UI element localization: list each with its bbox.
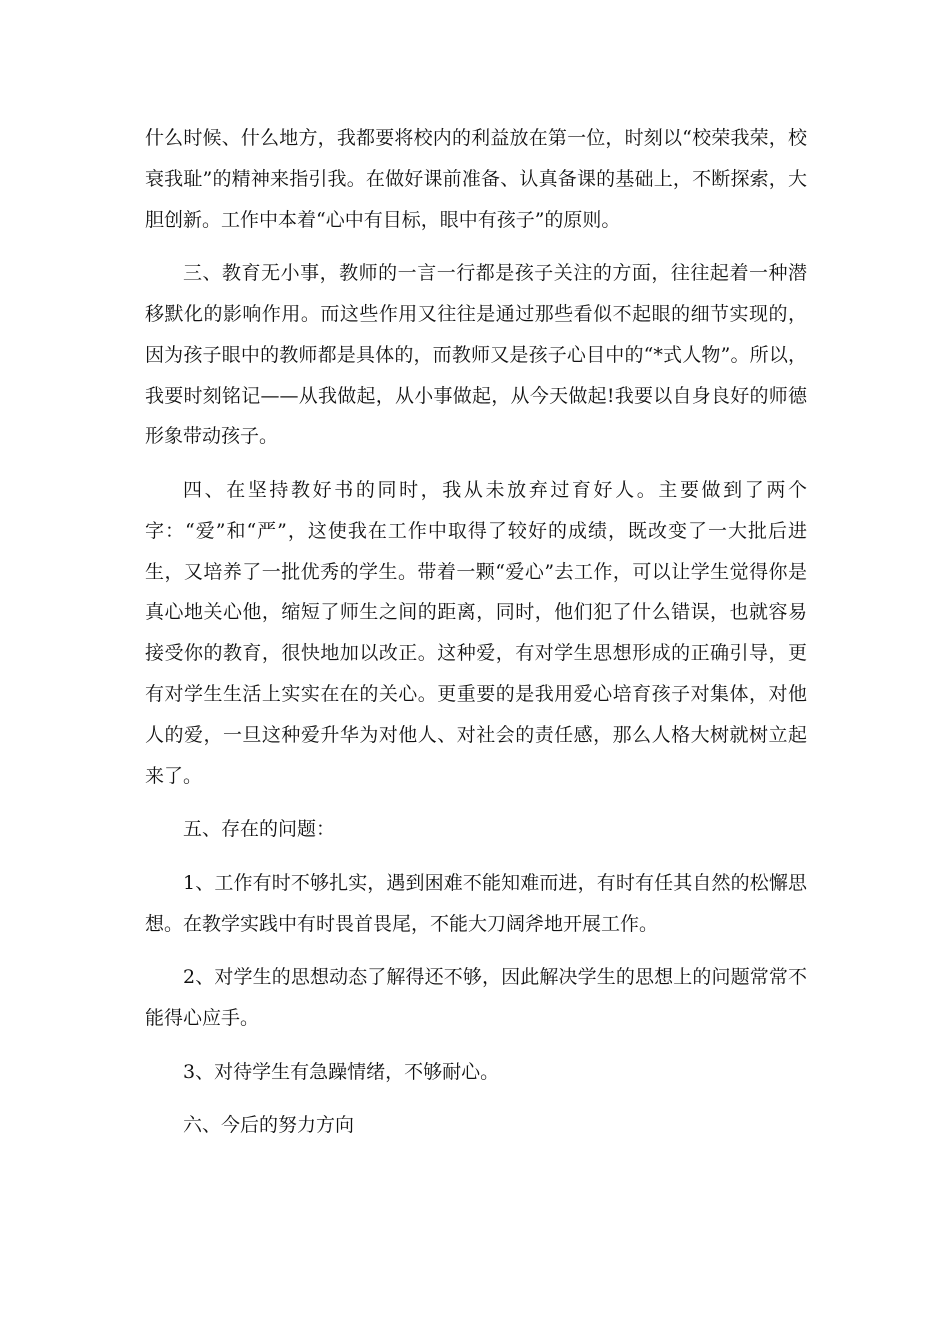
heading-section-six: 六、今后的努力方向 — [183, 1114, 355, 1137]
paragraph-problem-1: 1、工作有时不够扎实，遇到困难不能知难而进，有时有任其自然的松懈思想。在教学实践中有时畏首畏尾，不能大刀阔斧地开展工作。 — [145, 871, 807, 935]
heading-section-five: 五、存在的问题： — [183, 818, 336, 841]
paragraph-section-three: 三、教育无小事，教师的一言一行都是孩子关注的方面，往往起着一种潜移默化的影响作用。而这些作用又往往是通过那些看似不起眼的细节实现的，因为孩子眼中的教师都是具体的，而教师又是孩子心目中的“*式人物”。所以，我要时刻铭记——从我做起，从小事做起，从今天做起!我要以自身良好的师德形象带动孩子。 — [145, 262, 807, 448]
paragraph-section-four: 四、在坚持教好书的同时，我从未放弃过育好人。主要做到了两个字：“爱”和“严”，这使我在工作中取得了较好的成绩，既改变了一大批后进生，又培养了一批优秀的学生。带着一颗“爱心”去工作，可以让学生觉得你是真心地关心他，缩短了师生之间的距离，同时，他们犯了什么错误，也就容易接受你的教育，很快地加以改正。这种爱，有对学生思想形成的正确引导，更有对学生生活上实实在在的关心。更重要的是我用爱心培育孩子对集体，对他人的爱，一旦这种爱升华为对他人、对社会的责任感，那么人格大树就树立起来了。 — [145, 478, 807, 787]
document-body — [145, 118, 807, 1146]
paragraph-problem-2: 2、对学生的思想动态了解得还不够，因此解决学生的思想上的问题常常不能得心应手。 — [145, 966, 807, 1029]
paragraph-problem-3: 3、对待学生有急躁情绪，不够耐心。 — [183, 1060, 500, 1083]
paragraph-continuation: 什么时候、什么地方，我都要将校内的利益放在第一位，时刻以“校荣我荣，校衰我耻”的精神来指引我。在做好课前准备、认真备课的基础上，不断探索，大胆创新。工作中本着“心中有目标，眼中有孩子”的原则。 — [145, 127, 807, 231]
